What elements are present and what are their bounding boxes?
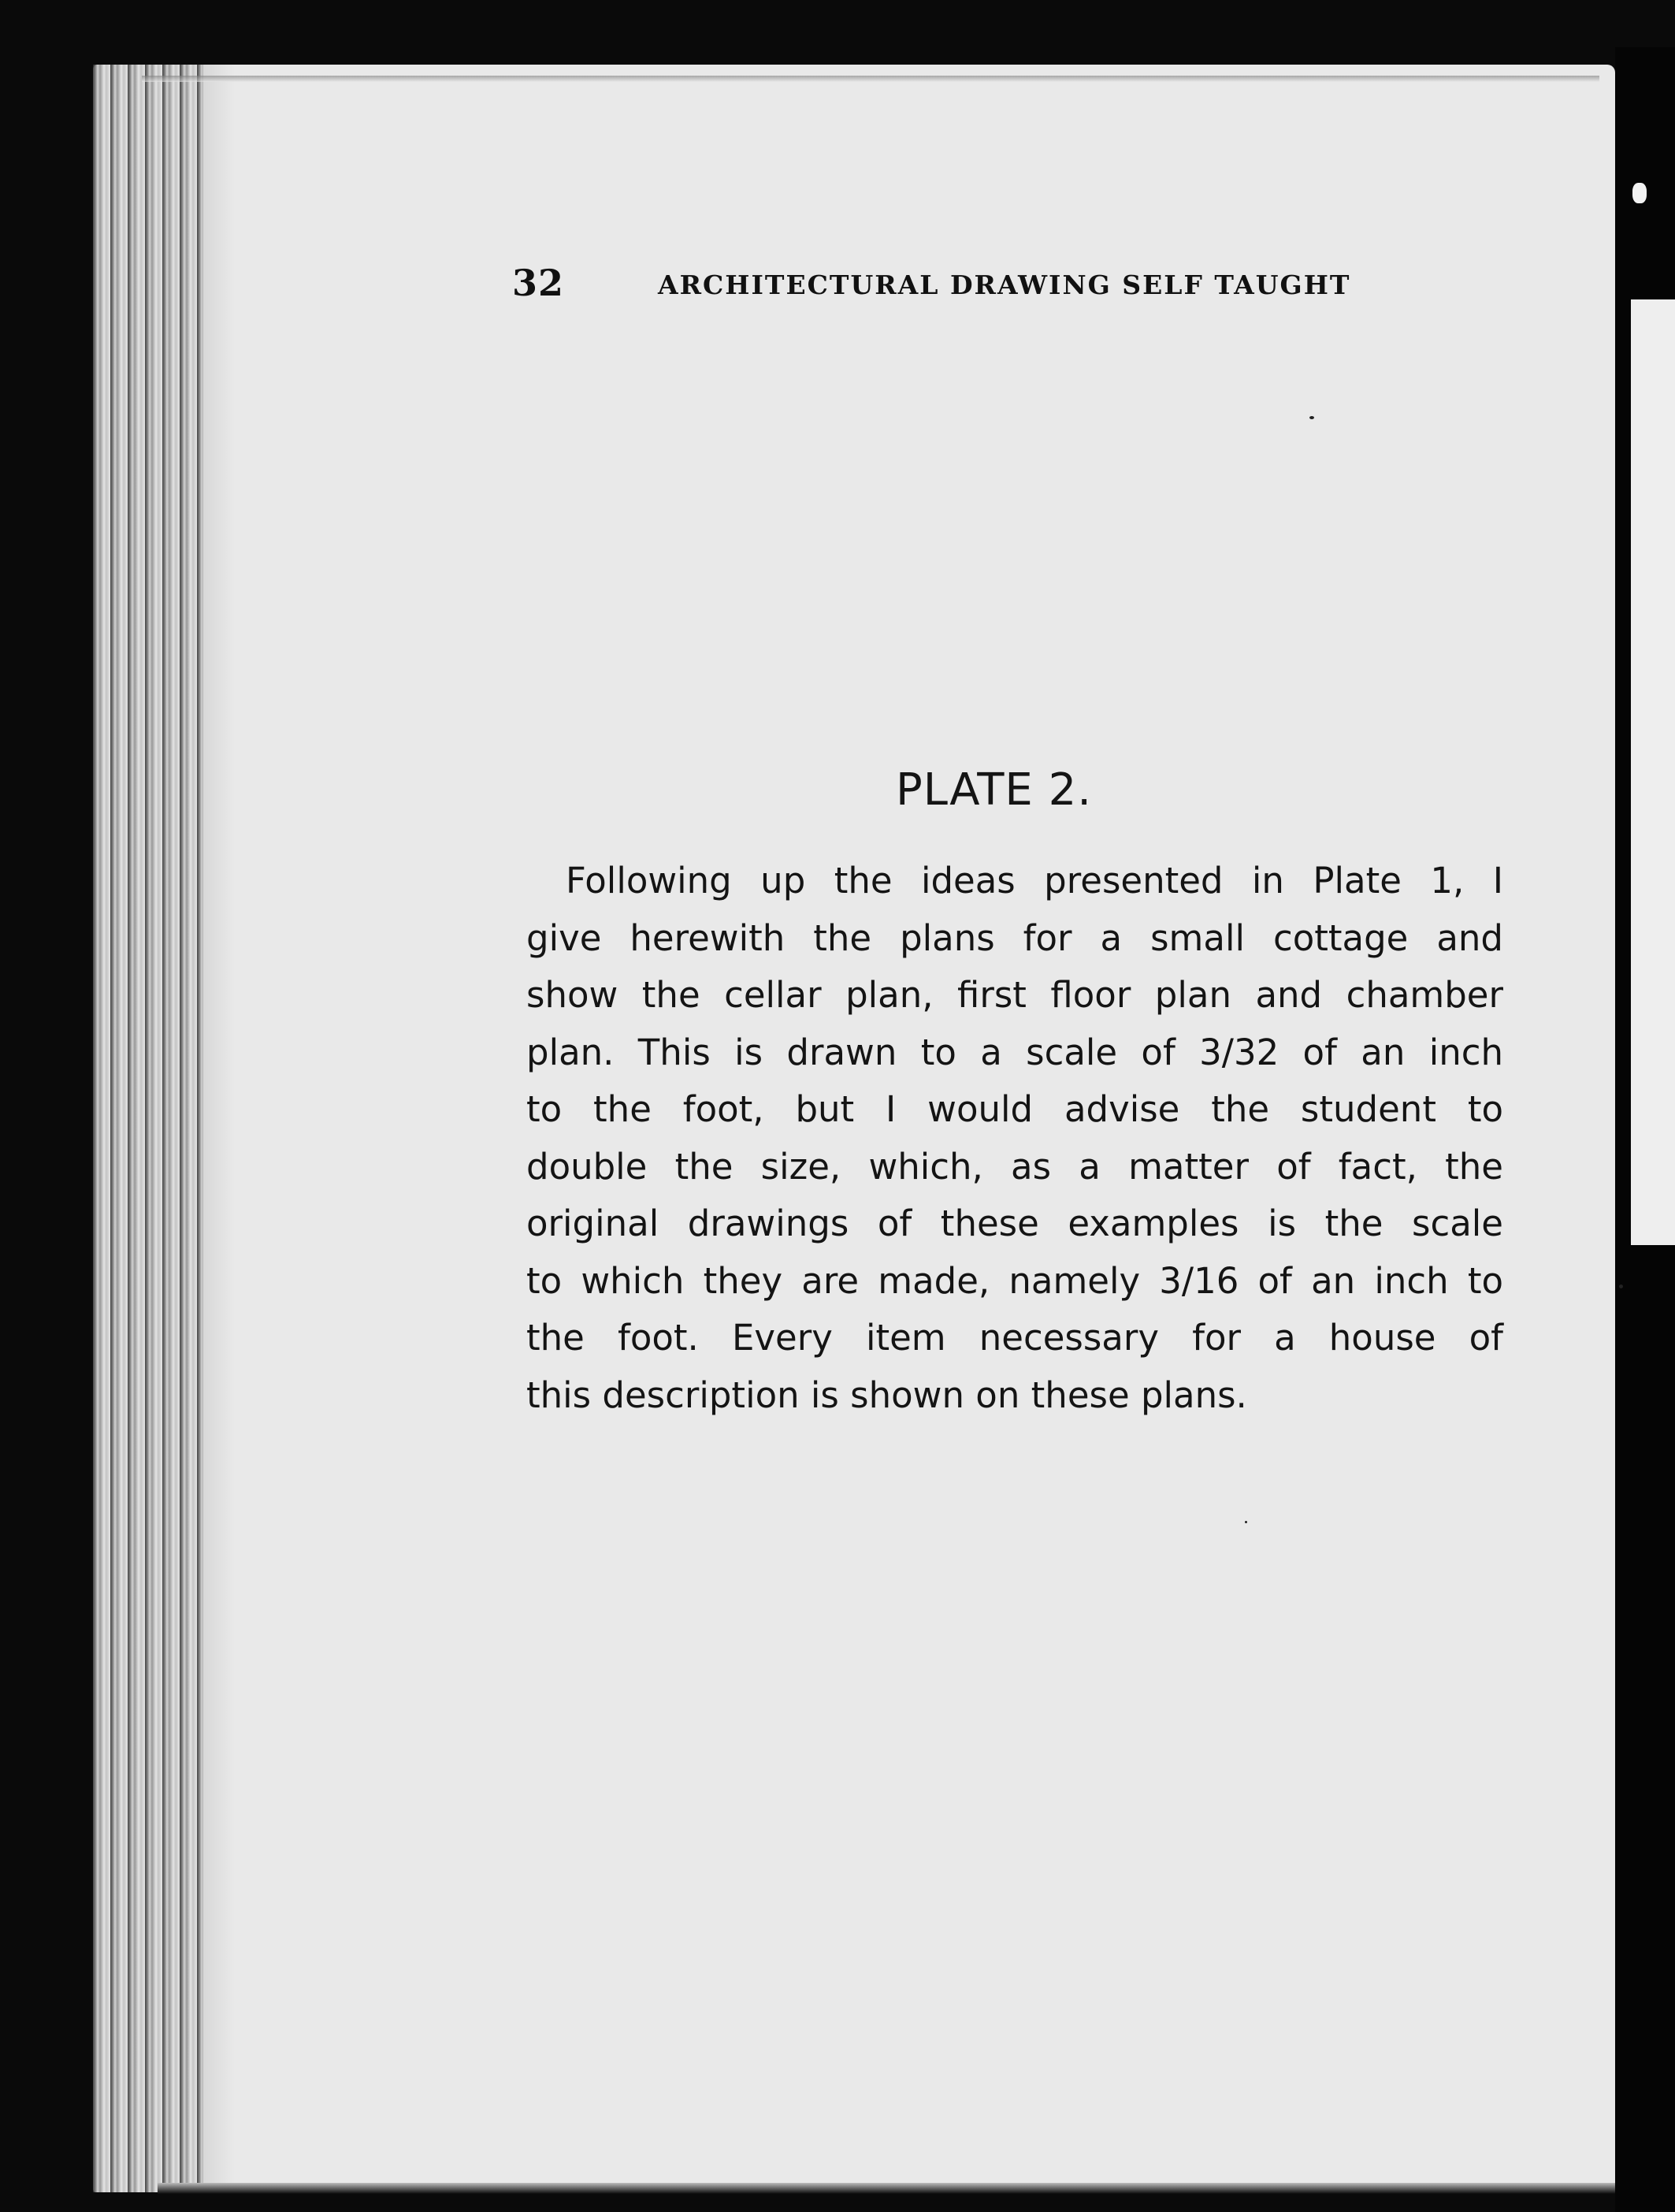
text-line: original drawings of these examples is the scale [526,1203,1503,1244]
binding-gutter [93,65,203,2192]
dust-speck [1245,1521,1247,1523]
text-line: plan. This is drawn to a scale of 3/32 of an inch [526,1031,1503,1073]
page-bottom-edge [158,2183,1615,2194]
text-line: to the foot, but I would advise the student to [526,1088,1503,1130]
book-title: ARCHITECTURAL DRAWING SELF TAUGHT [658,270,1351,300]
dust-speck [1632,183,1647,203]
text-line: double the size, which, as a matter of fact, the [526,1145,1503,1188]
text-line: give herewith the plans for a small cottage and [526,916,1503,959]
text-line: Following up the ideas presented in Plate 1, I [566,860,1503,902]
section-heading: PLATE 2. [896,764,1093,816]
page-number: 32 [512,262,565,304]
dust-speck [1309,416,1314,419]
text-line: to which they are made, namely 3/16 of an inch to [526,1259,1503,1302]
text-line: the foot. Every item necessary for a house of [526,1317,1503,1359]
running-head [512,262,1351,309]
body-paragraph [526,853,1503,1424]
page-top-edge [142,76,1599,82]
gutter-shadow [203,65,235,2192]
text-line: show the cellar plan, first floor plan and chamber [526,974,1503,1016]
text-line: this description is shown on these plans. [526,1374,1247,1416]
dust-speck [1619,1284,1623,1288]
adjacent-page-sliver [1631,299,1675,1245]
